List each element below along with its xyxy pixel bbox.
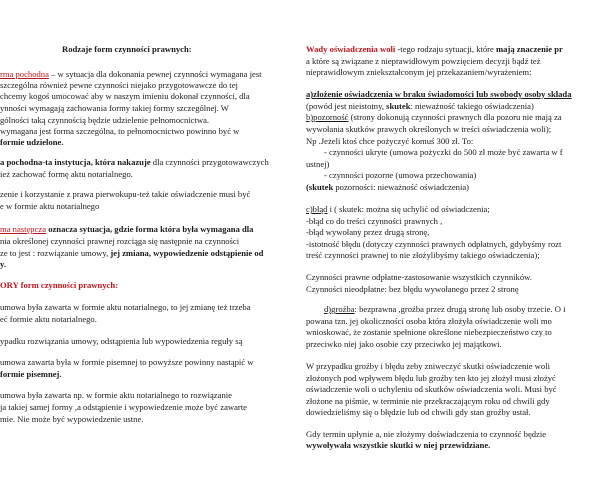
- text-line: [306, 44, 600, 55]
- text-segment: formie pisemnej.: [0, 369, 62, 379]
- text-line: [0, 280, 292, 291]
- text-line: [306, 284, 600, 295]
- section-title: Rodzaje form czynności prawnych:: [62, 44, 192, 54]
- text-segment: W przypadku groźby i błędu zeby zniweczyć skutki oświadczenie woli: [306, 361, 550, 371]
- text-segment: ustnej): [306, 159, 330, 169]
- text-segment: oświadczenie woli o uchyleniu od skutków oświadczenia woli. Musi być: [306, 384, 557, 394]
- text-segment: d)groźba: [324, 304, 355, 314]
- text-line: [0, 126, 292, 137]
- text-segment: formie udzielone.: [0, 137, 64, 147]
- text-segment: przeciwko niej jako osobie czy przeciwko jej majątkowi.: [306, 339, 502, 349]
- text-segment: Gdy termin upłynie a, nie złożymy doświadczenia to czynność będzie: [306, 429, 547, 439]
- text-line: [0, 69, 292, 80]
- text-segment: wnioskować, że zostanie spełnione określone niebezpieczeństwo czy to: [306, 327, 552, 337]
- text-segment: ynności wymagają zachowania formy takiej formy szczególnej. W: [0, 103, 229, 113]
- text-line: [0, 115, 292, 126]
- text-line: [306, 440, 600, 451]
- text-segment: treść czynności prawnej to nie złożylibyśmy takiego oświadczenia);: [306, 250, 540, 260]
- left-column: [0, 0, 292, 480]
- text-line: [0, 369, 292, 380]
- text-line: [0, 137, 292, 148]
- text-line: [306, 124, 600, 135]
- text-segment: umowa była zawarta np. w formie aktu notarialnego to rozwiązanie: [0, 390, 232, 400]
- text-line: [306, 239, 600, 250]
- text-segment: ja takiej samej formy ,a odstąpienie i wypowiedzenie może być zawarte: [0, 402, 247, 412]
- text-segment: (powód jest nieistotny,: [306, 101, 387, 111]
- text-line: [0, 189, 292, 200]
- text-line: [306, 407, 600, 418]
- text-line: [306, 216, 600, 227]
- text-line: [0, 357, 292, 368]
- text-segment: Wady oświadczenia woli: [306, 44, 396, 54]
- text-segment: chcemy kogoś umocować aby w naszym imieniu dokonał czynności, dla: [0, 91, 250, 101]
- text-line: [306, 159, 600, 170]
- text-line: [0, 224, 292, 235]
- text-segment: złożonych pod wpływem błędu lub groźby ten kto jej złożył musi złożyć: [306, 373, 556, 383]
- text-segment: złożone na piśmie, w terminie nie przekraczającym roku od chwili gdy: [306, 396, 550, 406]
- text-line: [306, 339, 600, 350]
- text-line: [306, 272, 600, 283]
- text-line: [0, 302, 292, 313]
- text-segment: Czynności prawne odpłatne-zastosowanie wszystkich czynników.: [306, 272, 532, 282]
- text-segment: -istotność błędu (dotyczy czynności prawnych odpłatnych, gdybyśmy rozt: [306, 239, 562, 249]
- text-segment: ma następcza: [0, 224, 47, 234]
- text-line: [306, 396, 600, 407]
- text-segment: y.: [0, 259, 6, 269]
- text-line: [306, 112, 600, 123]
- text-line: [306, 89, 600, 100]
- text-segment: ypadku rozwiązania umowy, odstąpienia lub wypowiedzenia reguły są: [0, 336, 243, 346]
- text-line: [306, 361, 600, 372]
- text-segment: nieprawidłowym zniekształconym jej przekazaniem/wyrażeniem:: [306, 67, 532, 77]
- text-segment: ze to jest : rozwiązanie umowy,: [0, 248, 111, 258]
- text-line: [0, 80, 292, 91]
- text-line: [306, 136, 600, 147]
- right-column: [306, 0, 600, 480]
- text-segment: - czynności ukryte (umowa pożyczki do 500 zł może być zawarta w f: [324, 147, 563, 157]
- text-line: [306, 101, 600, 112]
- text-segment: ORY form czynności prawnych:: [0, 280, 119, 290]
- text-segment: szczególna również pewne czynności niejako przygotowawcze do tej: [0, 80, 238, 90]
- text-segment: -błąd wywołany przez drugą stronę,: [306, 227, 430, 237]
- text-segment: - czynności pozorne (umowa przechowania): [324, 170, 477, 180]
- text-line: [306, 250, 600, 261]
- text-segment: i ( skutek: można się uchylić od oświadczenia;: [327, 204, 490, 214]
- text-segment: : bezprawna ,groźba przez drugą stronę lub osoby trzecie. O i: [354, 304, 566, 314]
- text-segment: Np .Jeżeli ktoś chce pożyczyć komuś 300 zł. To:: [306, 136, 474, 146]
- text-segment: dowiedzieliśmy się o błędzie lub od chwili gdy stan groźby ustał.: [306, 407, 531, 417]
- text-segment: a)złożenie oświadczenia w braku świadomości lub swobody osoby składa: [306, 89, 572, 99]
- text-line: [0, 91, 292, 102]
- text-line: [306, 56, 600, 67]
- text-segment: ież zachować formę aktu notarialnego.: [0, 169, 133, 179]
- text-line: [306, 384, 600, 395]
- text-segment: wywołania skutków prawych określonych w treści oświadczenia woli);: [306, 124, 552, 134]
- text-line: [306, 316, 600, 327]
- text-segment: : nieważność takiego oświadczenia): [410, 101, 534, 111]
- text-line: [0, 314, 292, 325]
- text-segment: -błąd co do treści czynności prawnych ,: [306, 216, 443, 226]
- text-line: [0, 402, 292, 413]
- text-line: [324, 304, 600, 315]
- text-segment: powana tzn. jej okoliczności osoba która złożyła oświadczenie woli mo: [306, 316, 552, 326]
- text-segment: a które są związane z nieprawidłowym powzięciem decyzji bądź też: [306, 56, 541, 66]
- text-segment: jej zmiana, wypowiedzenie odstąpienie od: [110, 248, 264, 258]
- text-segment: wymagana jest forma szczególna, to pełnomocnictwo powinno być w: [0, 126, 240, 136]
- text-line: [0, 103, 292, 114]
- text-segment: dla czynności przygotowawczych: [150, 157, 269, 167]
- text-segment: (skutek: [306, 182, 334, 192]
- text-segment: – w sytuacja dla dokonania pewnej czynności wymagana jest: [48, 69, 262, 79]
- text-line: [306, 204, 600, 215]
- text-line: [306, 182, 600, 193]
- text-segment: c)błąd: [306, 204, 328, 214]
- text-segment: zenie i korzystanie z prawa pierwokupu-też takie oświadczenie musi być: [0, 189, 251, 199]
- text-segment: gólności taką czynnością będzie udzielenie pełnomocnictwa.: [0, 115, 210, 125]
- text-segment: Czynności nieodpłatne: bez błędu wywołanego przez 2 stronę: [306, 284, 519, 294]
- text-segment: nia określonej czynności prawnej rozciąga się następnie na czynności: [0, 236, 240, 246]
- text-segment: rma pochodna: [0, 69, 49, 79]
- text-segment: b)pozorność: [306, 112, 349, 122]
- text-line: [306, 227, 600, 238]
- text-segment: a pochodna-ta instytucja, która nakazuje: [0, 157, 151, 167]
- text-line: [306, 327, 600, 338]
- text-line: [0, 201, 292, 212]
- text-segment: -tego rodzaju sytuacji, które: [395, 44, 497, 54]
- text-line: [324, 170, 600, 181]
- text-segment: mie. Nie może być wypowiedzenie ustne.: [0, 414, 144, 424]
- text-line: [0, 248, 292, 259]
- text-segment: wywoływała wszystkie skutki w niej przewidziane.: [306, 440, 491, 450]
- text-segment: mają znaczenie pr: [496, 44, 563, 54]
- text-line: [0, 336, 292, 347]
- text-segment: e w formie aktu notarialnego: [0, 201, 100, 211]
- text-line: [0, 259, 292, 270]
- text-segment: eć formie aktu notarialnego.: [0, 314, 97, 324]
- text-line: [0, 157, 292, 168]
- text-line: [306, 373, 600, 384]
- text-segment: umowa była zawarta w formie aktu notarialnego, to jej zmianę też trzeba: [0, 302, 251, 312]
- text-segment: umowa zawarta była w formie pisemnej to powyższe powinny nastąpić w: [0, 357, 254, 367]
- text-line: [324, 147, 600, 158]
- text-line: [306, 67, 600, 78]
- text-segment: pozorności: nieważność oświadczenia): [333, 182, 470, 192]
- text-segment: oznacza sytuacja, gdzie forma która była wymagana dla: [46, 224, 254, 234]
- text-line: [0, 236, 292, 247]
- text-line: [0, 414, 292, 425]
- text-segment: (strony dokonują czynności prawnych dla pozoru nie mają za: [348, 112, 562, 122]
- text-segment: skutek: [386, 101, 411, 111]
- text-line: [0, 390, 292, 401]
- text-line: [306, 429, 600, 440]
- text-line: [0, 169, 292, 180]
